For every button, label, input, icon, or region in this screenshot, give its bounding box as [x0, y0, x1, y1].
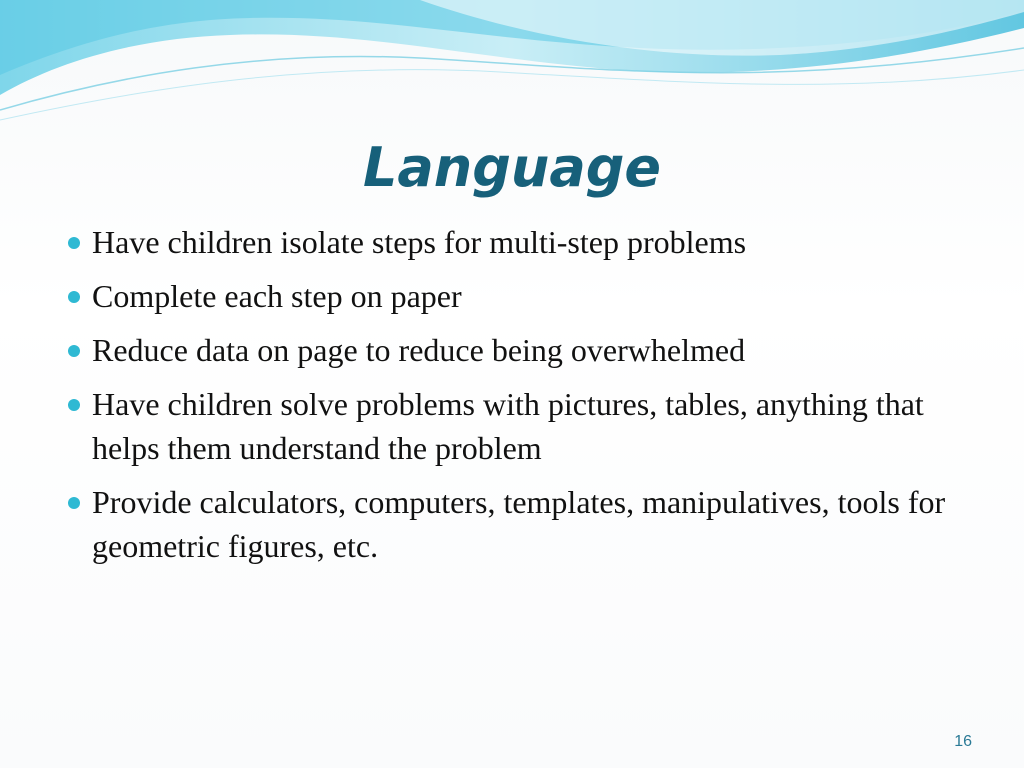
bullet-icon [68, 399, 80, 411]
page-number: 16 [954, 733, 972, 750]
bullet-icon [68, 497, 80, 509]
bullet-icon [68, 237, 80, 249]
bullet-icon [68, 345, 80, 357]
bullet-text: Have children solve problems with pictures, tables, anything that helps them understand the problem [92, 386, 924, 466]
bullet-item [62, 382, 962, 470]
bullet-item [62, 480, 962, 568]
bullet-icon [68, 291, 80, 303]
bullet-item [62, 274, 962, 318]
bullet-item [62, 328, 962, 372]
bullet-text: Have children isolate steps for multi-step problems [92, 224, 747, 260]
bullet-text: Complete each step on paper [92, 278, 462, 314]
bullet-list [62, 220, 962, 578]
wave-line-2 [0, 70, 1024, 120]
bullet-text: Reduce data on page to reduce being overwhelmed [92, 332, 746, 368]
slide-title: Language [362, 136, 662, 199]
header-wave-decoration [0, 0, 1024, 130]
bullet-text: Provide calculators, computers, templates, manipulatives, tools for geometric figures, etc. [92, 484, 946, 564]
bullet-item [62, 220, 962, 264]
